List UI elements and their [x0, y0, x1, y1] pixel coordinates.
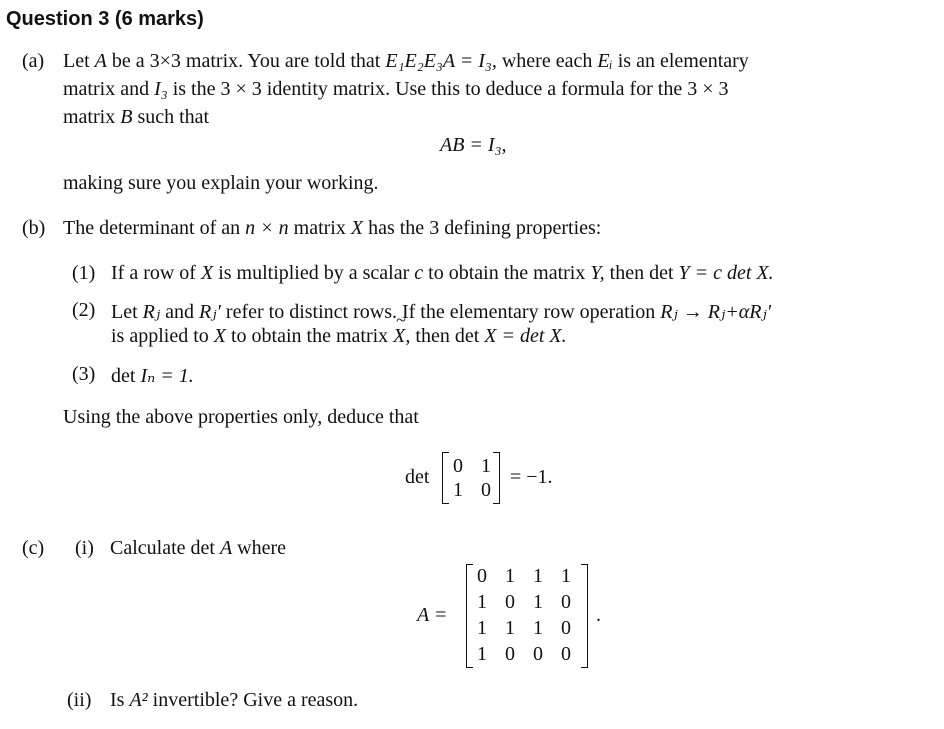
matrix-4x4: [466, 564, 588, 668]
part-b-intro: The determinant of an n × n matrix X has the 3 defining properties:: [63, 217, 602, 239]
matrix-cell: 0: [505, 643, 515, 665]
matrix-cell: 1: [505, 565, 515, 587]
matrix-cell: 1: [453, 479, 463, 501]
matrix-cell: 0: [505, 591, 515, 613]
property-1-label: (1): [72, 262, 96, 284]
property-1-text: If a row of X is multiplied by a scalar c to obtain the matrix Y, then det Y = c det X.: [111, 262, 774, 284]
matrix-cell: 0: [533, 643, 543, 665]
matrix-a-lhs: A =: [417, 604, 448, 626]
matrix-cell: 1: [481, 455, 491, 477]
part-c-i-label: (i): [75, 537, 94, 559]
part-a-line-1: Let A be a 3×3 matrix. You are told that E₁E₂E₃A = I₃, where each Eᵢ is an elementary: [63, 50, 749, 72]
property-3-label: (3): [72, 363, 96, 385]
part-c-ii-text: Is A² invertible? Give a reason.: [110, 689, 359, 711]
part-a-display-equation: AB = I₃,: [440, 134, 507, 156]
part-a-line-4: making sure you explain your working.: [63, 172, 379, 194]
matrix-2x2: [442, 452, 500, 504]
matrix-cell: 1: [477, 617, 487, 639]
matrix-a-trailing-period: .: [596, 604, 601, 626]
matrix-cell: 0: [561, 617, 571, 639]
matrix-cell: 0: [453, 455, 463, 477]
part-b-label: (b): [22, 217, 46, 239]
part-a-line-3: matrix B such that: [63, 106, 210, 128]
matrix-cell: 1: [533, 591, 543, 613]
matrix-cell: 1: [561, 565, 571, 587]
part-c-label: (c): [22, 537, 45, 559]
property-3-text: det Iₙ = 1.: [111, 365, 194, 387]
matrix-cell: 1: [533, 617, 543, 639]
question-title: Question 3 (6 marks): [6, 8, 204, 30]
property-2-line-1: Let Rⱼ and Rⱼ′ refer to distinct rows. If the elementary row operation Rⱼ → Rⱼ+αRⱼ′: [111, 301, 772, 323]
matrix-cell: 0: [481, 479, 491, 501]
property-2-label: (2): [72, 299, 96, 321]
part-c-i-text: Calculate det A where: [110, 537, 287, 559]
matrix-cell: 0: [561, 643, 571, 665]
property-2-line-2: is applied to X to obtain the matrix ~ X, then det X = det X.: [111, 325, 567, 348]
matrix-cell: 1: [477, 643, 487, 665]
part-a-label: (a): [22, 50, 45, 72]
matrix-cell: 1: [533, 565, 543, 587]
part-b-deduce-text: Using the above properties only, deduce that: [63, 406, 419, 428]
det-result: = −1.: [510, 466, 553, 488]
matrix-cell: 0: [561, 591, 571, 613]
part-c-ii-label: (ii): [67, 689, 92, 711]
matrix-cell: 1: [477, 591, 487, 613]
matrix-cell: 1: [505, 617, 515, 639]
det-label: det: [405, 466, 430, 488]
matrix-cell: 0: [477, 565, 487, 587]
part-a-line-2: matrix and I₃ is the 3 × 3 identity matrix. Use this to deduce a formula for the 3 × 3: [63, 78, 729, 100]
